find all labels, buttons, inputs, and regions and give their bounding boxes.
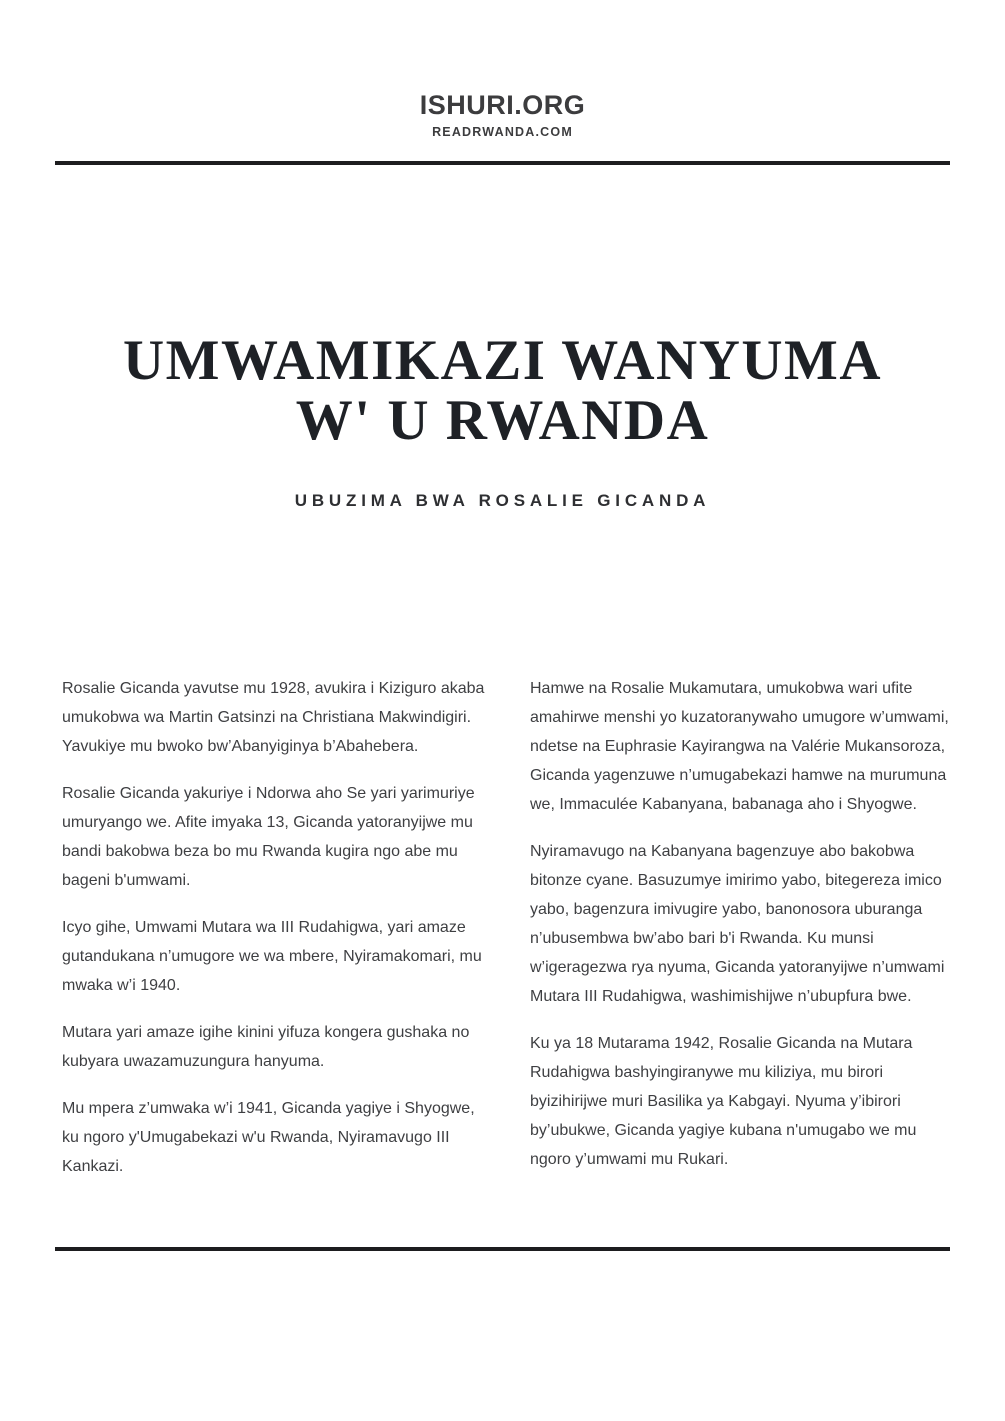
- paragraph: Icyo gihe, Umwami Mutara wa III Rudahigwa, yari amaze gutandukana n’umugore we wa mbere, Nyiramakomari, mu mwaka w’i 1940.: [62, 919, 482, 994]
- paragraph: Hamwe na Rosalie Mukamutara, umukobwa wari ufite amahirwe menshi yo kuzatoranywaho umugore w’umwami, ndetse na Euphrasie Kayirangwa na Valérie Mukansoroza, Gicanda yagenzuwe n’umugabekazi hamwe na murumuna we, Immaculée Kabanyana, babanaga aho i Shyogwe.: [530, 680, 949, 813]
- article-subtitle: UBUZIMA BWA ROSALIE GICANDA: [294, 491, 711, 510]
- site-tagline: READRWANDA.COM: [432, 125, 573, 139]
- article-title-line2: W' U RWANDA: [295, 389, 710, 452]
- top-rule: [55, 161, 950, 165]
- article-title: [53, 331, 953, 451]
- paragraph: Nyiramavugo na Kabanyana bagenzuye abo bakobwa bitonze cyane. Basuzumye imirimo yabo, bitegereza imico yabo, bagenzura imivugire yabo, banonosora uburanga n’ubusembwa bw’abo bari b'i Rwanda. Ku munsi w’igeragezwa rya nyuma, Gicanda yatoranyijwe n’umwami Mutara III Rudahigwa, washimishijwe n’ubupfura bwe.: [530, 843, 945, 1005]
- paragraph: Mutara yari amaze igihe kinini yifuza kongera gushaka no kubyara uwazamuzungura hanyuma.: [62, 1024, 470, 1070]
- article-title-line1: UMWAMIKAZI WANYUMA: [122, 329, 882, 392]
- paragraph: Rosalie Gicanda yavutse mu 1928, avukira i Kiziguro akaba umukobwa wa Martin Gatsinzi na Christiana Makwindigiri. Yavukiye mu bwoko bw’Abanyiginya b’Abahebera.: [62, 680, 485, 755]
- bottom-rule: [55, 1247, 950, 1251]
- right-column: [530, 674, 958, 1181]
- article-body: [62, 674, 958, 1181]
- paragraph: Mu mpera z’umwaka w’i 1941, Gicanda yagiye i Shyogwe, ku ngoro y'Umugabekazi w'u Rwanda, Nyiramavugo III Kankazi.: [62, 1100, 475, 1175]
- site-title: ISHURI.ORG: [419, 90, 586, 120]
- left-column: [62, 674, 490, 1181]
- site-header: [0, 0, 1005, 140]
- paragraph: Rosalie Gicanda yakuriye i Ndorwa aho Se yari yarimuriye umuryango we. Afite imyaka 13, Gicanda yatoranyijwe mu bandi bakobwa beza bo mu Rwanda kugira ngo abe mu bageni b'umwami.: [62, 785, 475, 889]
- paragraph: Ku ya 18 Mutarama 1942, Rosalie Gicanda na Mutara Rudahigwa bashyingiranywe mu kiliziya, mu birori byizihirijwe muri Basilika ya Kabgayi. Nyuma y’ibirori by’ubukwe, Gicanda yagiye kubana n'umugabo we mu ngoro y’umwami mu Rukari.: [530, 1035, 917, 1168]
